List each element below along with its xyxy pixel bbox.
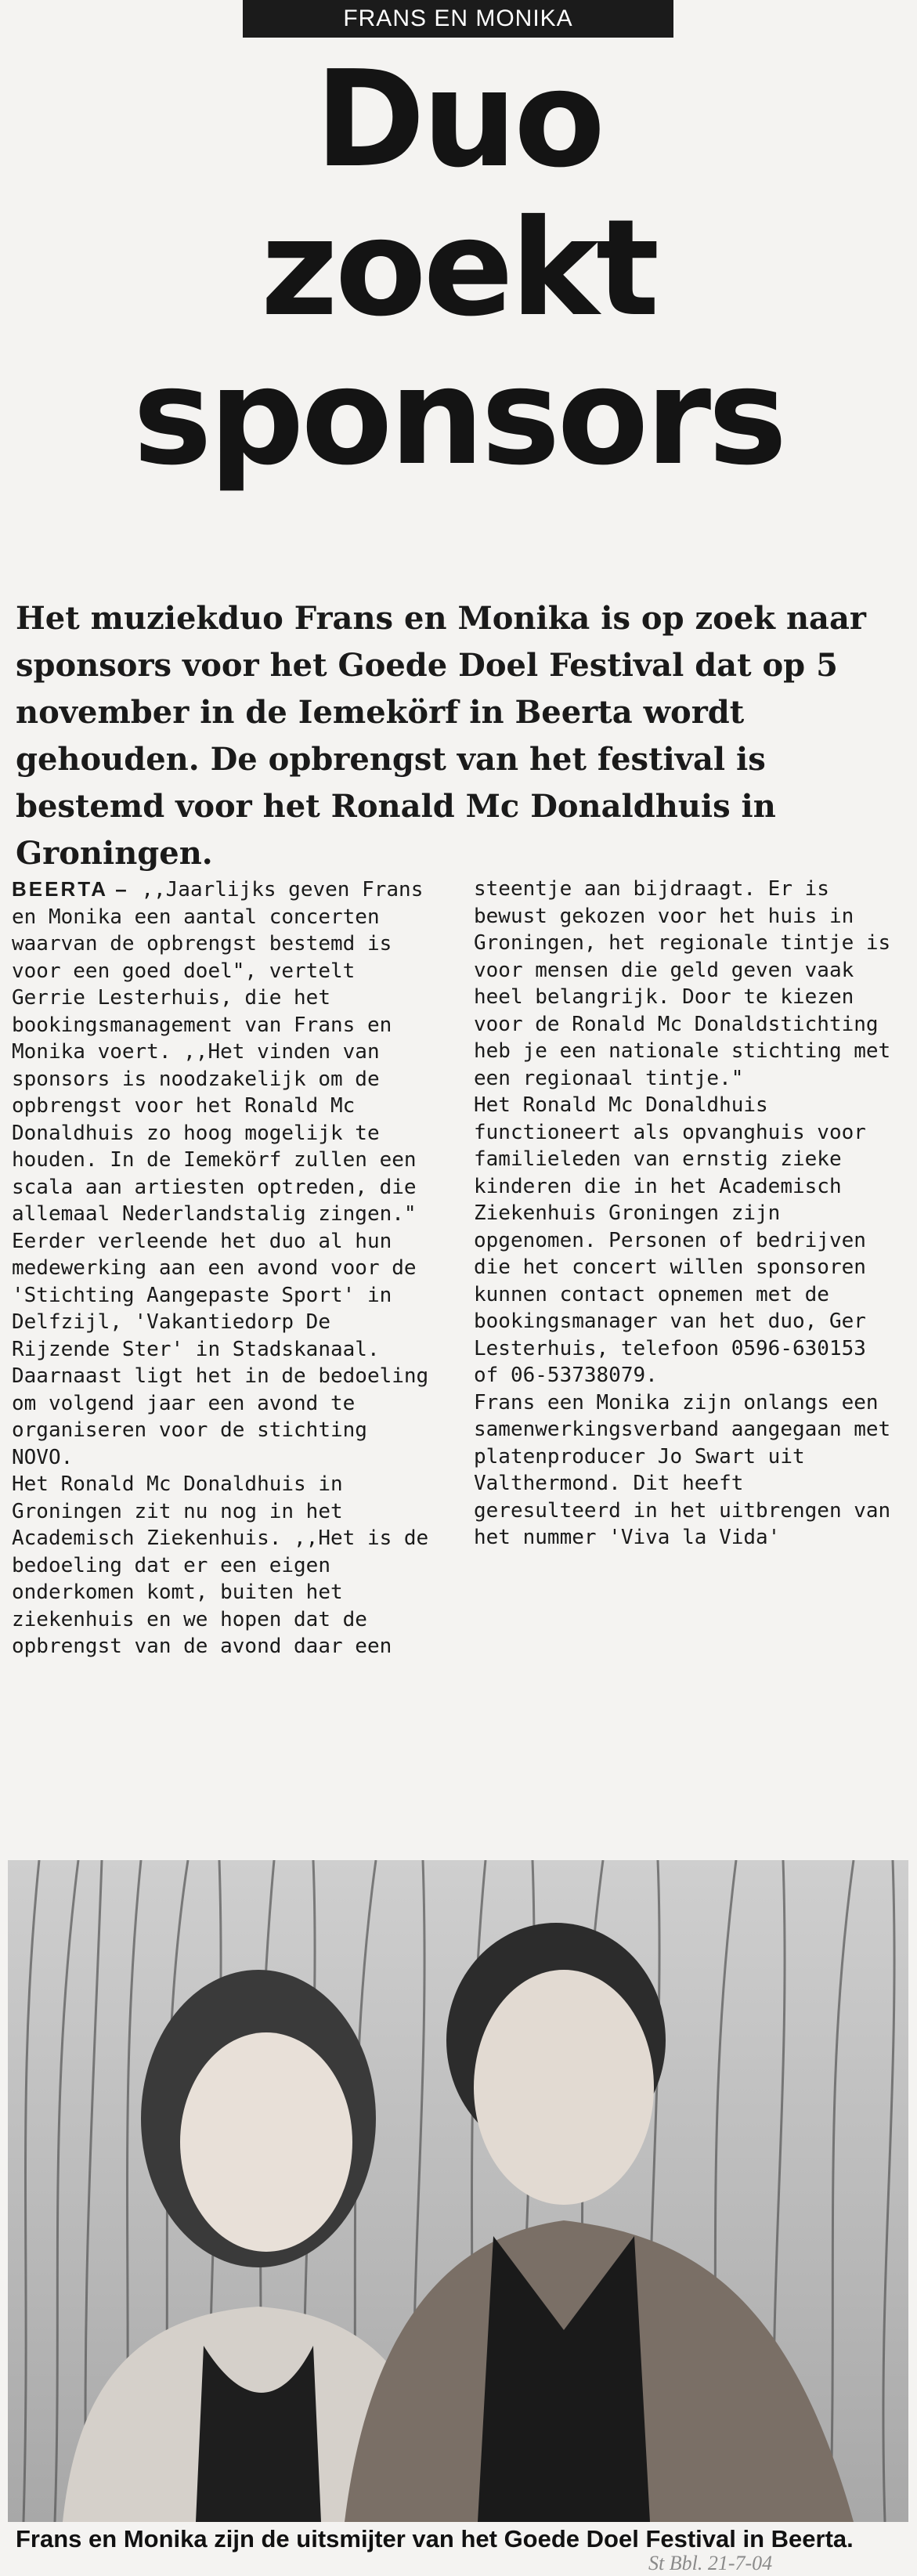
article-column-2: steentje aan bijdraagt. Er is bewust gekozen voor het huis in Groningen, het regionale tintje is voor mensen die geld geven vaak heel belangrijk. Door te kiezen voor de Ronald Mc Donaldstichting heb je een nationale stichting met een regionaal tintje." Het Ronald Mc Donaldhuis functioneert als opvanghuis voor familieleden van ernstig zieke kinderen die in het Academisch Ziekenhuis Groningen zijn opgenomen. Personen of bedrijven die het concert willen sponsoren kunnen contact opnemen met de bookingsmanager van het duo, Ger Lesterhuis, telefoon 0596-630153 of 06-53738079. Frans een Monika zijn onlangs een samenwerkingsverband aangegaan met platenproducer Jo Swart uit Valthermond. Dit heeft geresulteerd in het uitbrengen van het nummer 'Viva la Vida' [474,877,891,1549]
headline-line-3: sponsors [132,340,785,495]
article-column-1 [12,876,435,1660]
dateline: BEERTA – [12,877,129,901]
headline-line-2: zoekt [260,191,657,346]
duo-photo [8,1860,908,2522]
lead-paragraph: Het muziekduo Frans en Monika is op zoek naar sponsors voor het Goede Doel Festival dat op 5 november in de Iemekörf in Beerta wordt gehouden. De opbrengst van het festival is bestemd voor het Ronald Mc Donaldhuis in Groningen. [16,600,866,872]
photo-caption: Frans en Monika zijn de uitsmijter van het Goede Doel Festival in Beerta. [16,2525,854,2553]
headline-line-1: Duo [315,42,602,197]
handwritten-note: St Bbl. 21-7-04 [648,2552,773,2574]
headline [0,42,917,495]
photo-illustration [8,1860,908,2522]
section-kicker: FRANS EN MONIKA [243,0,673,38]
column-1-text: ,,Jaarlijks geven Frans en Monika een aantal concerten waarvan de opbrengst bestemd is voor een goed doel", vertelt Gerrie Lesterhuis, die het bookingsmanagement van Frans en Monika voert. ,,Het vinden van sponsors is noodzakelijk om de opbrengst voor het Ronald Mc Donaldhuis zo hoog mogelijk te houden. In de Iemekörf zullen een scala aan artiesten optreden, die allemaal Nederlandstalig zingen." Eerder verleende het duo al hun medewerking aan een avond voor de 'Stichting Aangepaste Sport' in Delfzijl, 'Vakantiedorp De Rijzende Ster' in Stadskanaal. Daarnaast ligt het in de bedoeling om volgend jaar een avond te organiseren voor de stichting NOVO. Het Ronald Mc Donaldhuis in Groningen zit nu nog in het Academisch Ziekenhuis. ,,Het is de bedoeling dat er een eigen onderkomen komt, buiten het ziekenhuis en we hopen dat de opbrengst van de avond daar een [12,878,429,1658]
